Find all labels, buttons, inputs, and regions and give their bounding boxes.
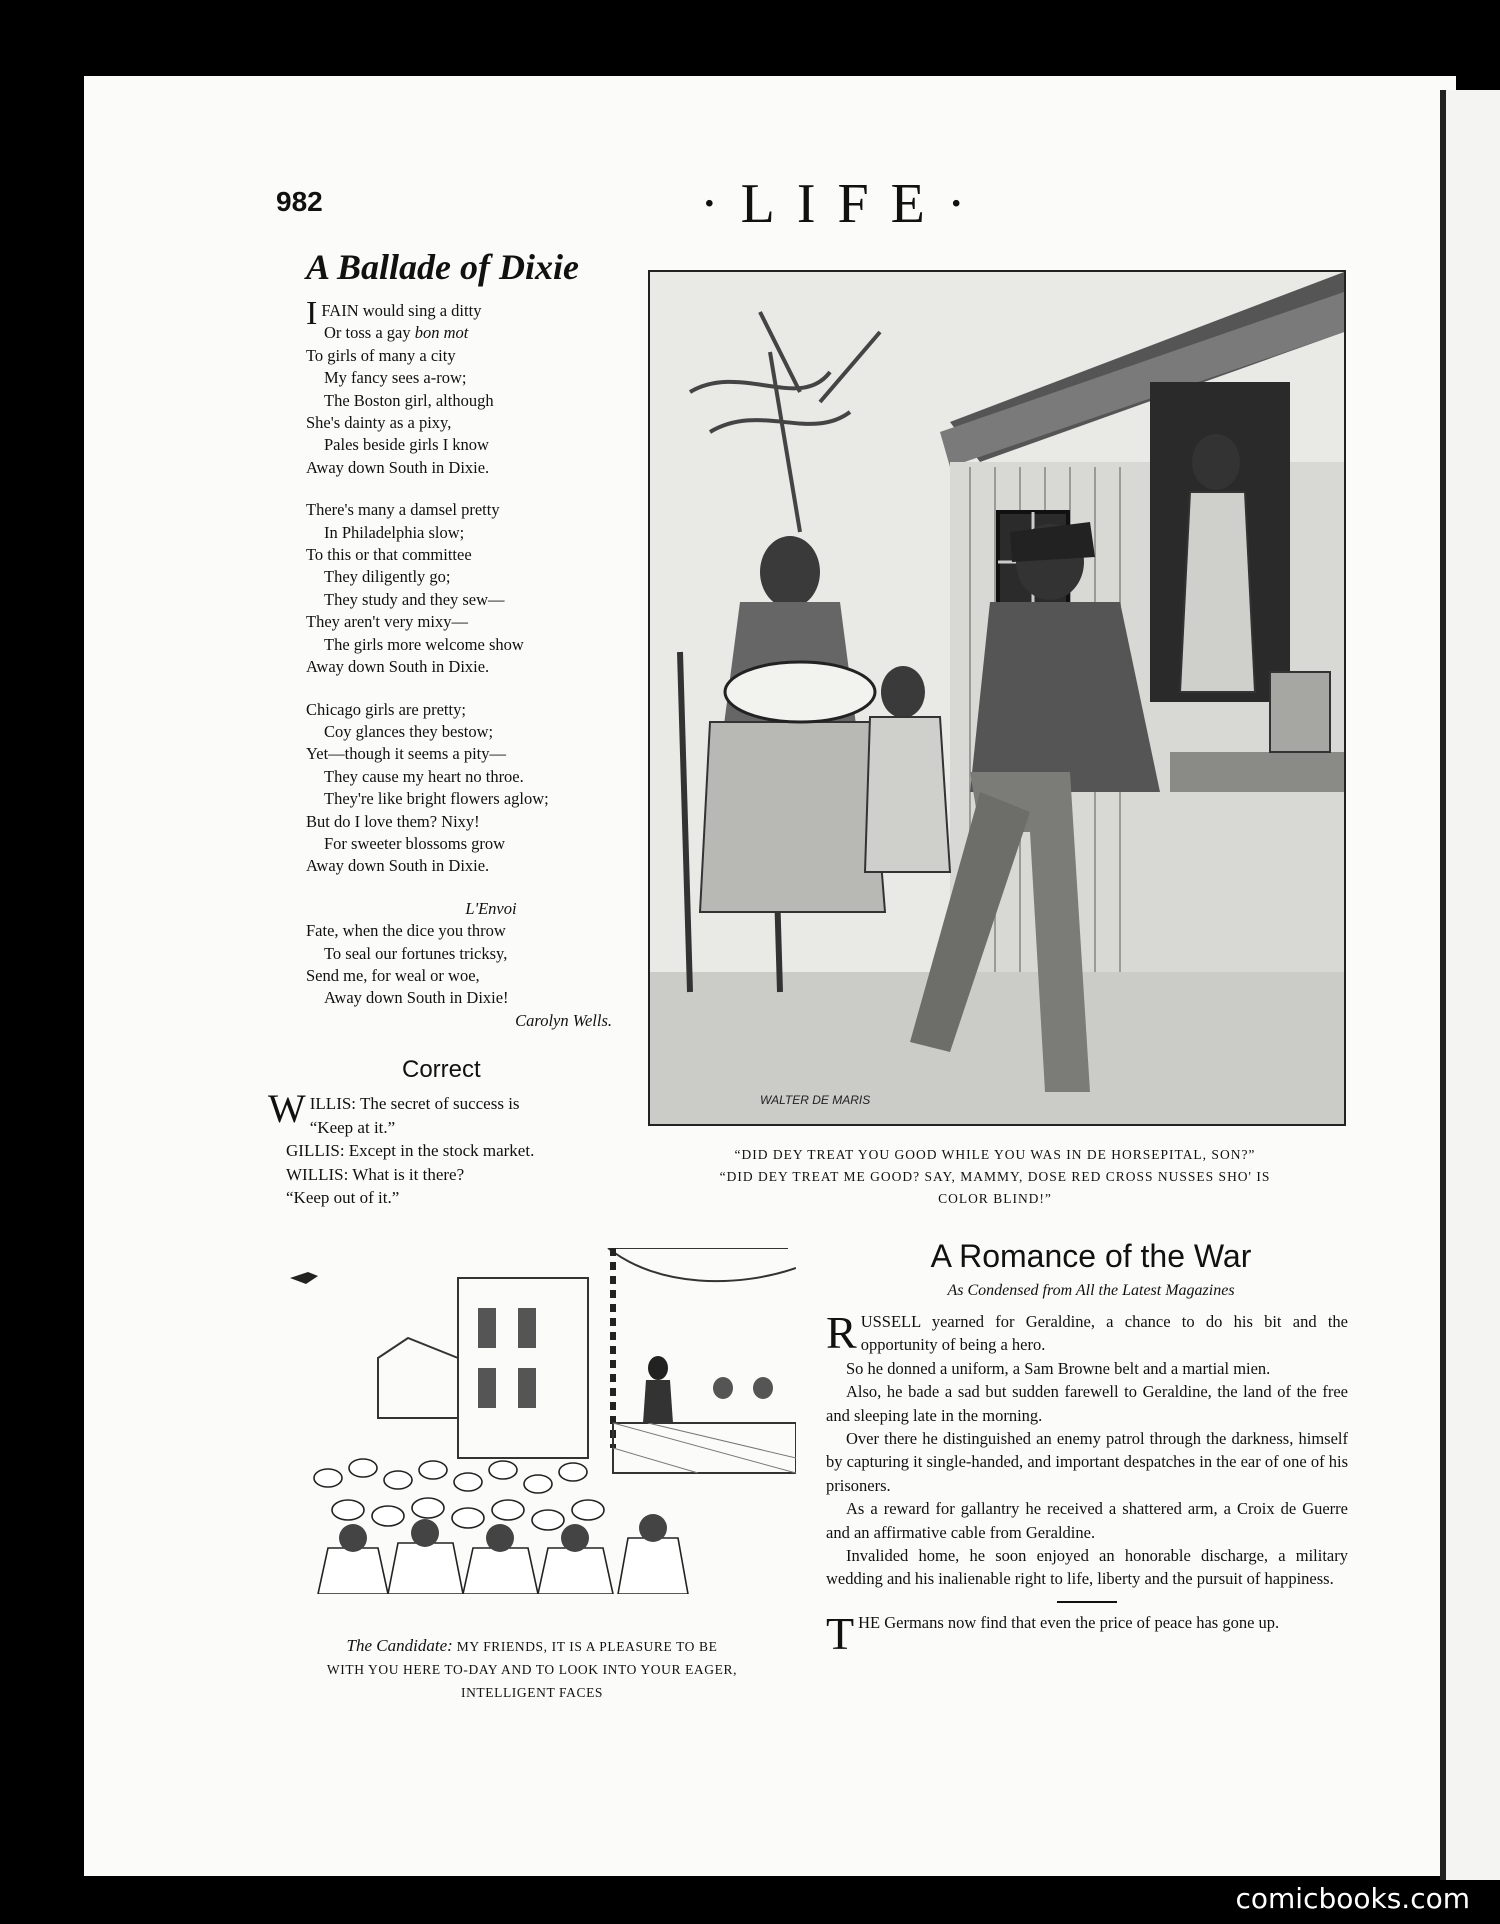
romance-paragraph: As a reward for gallantry he received a shattered arm, a Croix de Guerre and an affirmative cable from Geraldine. [826,1499,1348,1542]
poem-line: But do I love them? Nixy! [306,811,480,831]
ballade-poem [306,295,636,1032]
poem-line: The Boston girl, although [324,390,494,410]
caption-line: COLOR BLIND!” [938,1191,1052,1206]
romance-paragraph: Also, he bade a sad but sudden farewell to Geraldine, the land of the free and sleeping late in the morning. [826,1382,1348,1425]
section-divider [1057,1601,1117,1603]
poem-line: There's many a damsel pretty [306,500,500,520]
poem-line: To seal our fortunes tricksy, [324,943,508,963]
poem-line: To this or that committee [306,545,472,565]
dialogue-text: What is it there? [352,1164,465,1184]
dialogue-text: Except in the stock market. [348,1141,535,1160]
poem-line: The girls more welcome show [324,634,524,654]
envoi-title: L'Envoi [465,898,517,918]
romance-paragraph: So he donned a uniform, a Sam Browne belt and a martial mien. [846,1358,1271,1378]
poem-line: For sweeter blossoms grow [324,833,506,853]
poem-author: Carolyn Wells. [515,1010,612,1030]
drop-cap: T [826,1607,855,1659]
site-watermark: comicbooks.com [1235,1882,1470,1915]
poem-line: She's dainty as a pixy, [306,413,452,433]
envoi [306,898,636,1032]
correct-dialogue: WILLIS: The secret of success is “Keep at it.” GILLIS: Except in the stock market. WILLIS: What is it there? “Keep out of it.” [268,1092,620,1210]
romance-paragraph: RUSSELL yearned for Geraldine, a chance to do his bit and the opportunity of being a hero. [826,1307,1348,1358]
poem-line: FAIN would sing a ditty [321,301,482,320]
poem-line: Pales beside girls I know [324,435,489,455]
candidate-illustration [268,1248,796,1594]
dialogue-text: The secret of success is [360,1094,520,1113]
caption-line: INTELLIGENT FACES [460,1685,604,1700]
caption-line: “DID DEY TREAT ME GOOD? SAY, MAMMY, DOSE RED CROSS NUSSES SHO' IS [719,1169,1271,1184]
poem-line: Away down South in Dixie. [306,657,490,677]
poem-line: In Philadelphia slow; [324,522,465,542]
speaker: WILLIS: [286,1164,349,1184]
germans-paragraph: THE Germans now find that even the price of peace has gone up. [826,1607,1280,1659]
speaker: ILLIS: [309,1094,357,1113]
artist-signature: WALTER DE MARIS [760,1093,871,1107]
correct-title: Correct [402,1056,481,1083]
romance-paragraph: Over there he distinguished an enemy patrol through the darkness, himself by capturing it single-handed, and important despatches in the ear of one of his prisoners. [826,1429,1348,1495]
poem-line: Fate, when the dice you throw [306,921,506,941]
poem-line: Coy glances they bestow; [324,721,494,741]
poem-line: Away down South in Dixie. [306,856,490,876]
dialogue-text: “Keep at it.” [309,1117,396,1137]
poem-line: They study and they sew— [324,589,505,609]
poem-line: They cause my heart no throe. [324,766,524,786]
poem-line: They're like bright flowers aglow; [324,789,549,809]
poem-line: Away down South in Dixie. [306,457,490,477]
dialogue-text: “Keep out of it.” [286,1188,400,1207]
poem-line: Or toss a gay bon mot [324,323,469,343]
stanza-1: IFAIN would sing a ditty Or toss a gay bon mot To girls of many a city My fancy sees a-row; The Boston girl, although She's dainty as a pixy, Pales beside girls I know Away down South in Dixie. [306,300,636,479]
porch-scene-drawing [650,272,1344,1124]
caption-lead: The Candidate: [346,1636,453,1655]
ballade-title: A Ballade of Dixie [306,247,579,287]
poem-line: Send me, for weal or woe, [306,965,480,985]
romance-subtitle: As Condensed from All the Latest Magazines [947,1282,1235,1299]
page-number: 982 [276,186,323,217]
romance-paragraph: Invalided home, he soon enjoyed an honorable discharge, a military wedding and his inalienable right to life, liberty and the pursuit of happiness. [826,1546,1348,1589]
poem-line: They diligently go; [324,567,451,587]
poem-line: My fancy sees a-row; [324,368,467,388]
porch-illustration [648,270,1346,1126]
romance-title: A Romance of the War [930,1238,1252,1274]
next-page-edge [1440,90,1500,1880]
masthead: ·LIFE· [700,173,988,235]
caption-line: MY FRIENDS, IT IS A PLEASURE TO BE [456,1639,718,1654]
poem-line: Away down South in Dixie! [324,988,509,1008]
caption-line: “DID DEY TREAT YOU GOOD WHILE YOU WAS IN DE HORSEPITAL, SON?” [734,1147,1256,1162]
candidate-caption [268,1634,796,1704]
drop-cap: R [826,1307,857,1358]
porch-caption [648,1144,1342,1210]
crowd-scene-drawing [268,1248,796,1594]
stanza-2 [306,499,636,678]
poem-line: Yet—though it seems a pity— [306,744,506,764]
stanza-3 [306,699,636,878]
poem-line: To girls of many a city [306,345,456,365]
romance-article [826,1307,1348,1659]
poem-line: They aren't very mixy— [306,612,468,632]
speaker: GILLIS: [286,1141,345,1160]
poem-line: Chicago girls are pretty; [306,699,466,719]
caption-line: WITH YOU HERE TO-DAY AND TO LOOK INTO YOUR EAGER, [326,1662,738,1677]
